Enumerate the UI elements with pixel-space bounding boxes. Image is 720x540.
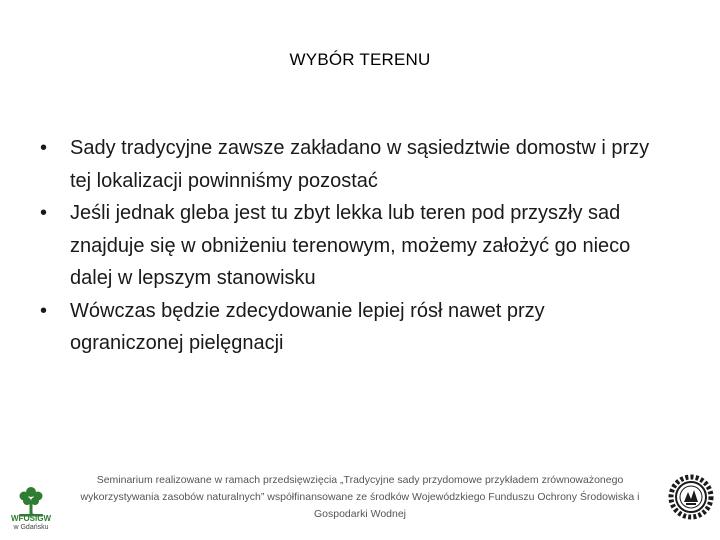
bullet-text: Sady tradycyjne zawsze zakładano w sąsiedztwie domostw i przy tej lokalizacji powinniśmy pozostać bbox=[70, 137, 650, 192]
bullet-text: Wówczas będzie zdecydowanie lepiej rósł nawet przy ograniczonej pielęgnacji bbox=[70, 299, 545, 354]
bullet-text: Jeśli jednak gleba jest tu zbyt lekka lub teren pod przyszły sad znajduje się w obniżeniu terenowym, możemy założyć go nieco dalej w lepszym stanowisku bbox=[70, 202, 631, 289]
logo-left-subtext: w Gdańsku bbox=[13, 524, 49, 531]
list-item bbox=[40, 197, 660, 295]
list-item bbox=[40, 132, 660, 197]
bullet-marker: • bbox=[40, 202, 48, 224]
footer-note bbox=[62, 472, 658, 523]
slide-title: WYBÓR TERENU bbox=[289, 50, 431, 69]
footer-line: Seminarium realizowane w ramach przedsięwzięcia „Tradycyjne sady przydomowe przykładem zrównoważonego bbox=[96, 474, 624, 486]
list-item bbox=[40, 295, 660, 360]
logo-left-name: WFOŚiGW bbox=[11, 514, 51, 523]
footer-line: wykorzystywania zasobów naturalnych” współfinansowane ze środków Wojewódzkiego Funduszu Ochrony Środowiska i bbox=[80, 491, 640, 503]
gear-emblem-icon bbox=[666, 472, 716, 522]
footer-line: Gospodarki Wodnej bbox=[313, 508, 407, 520]
bullet-marker: • bbox=[40, 299, 48, 322]
bullet-marker: • bbox=[40, 137, 48, 159]
bullet-list bbox=[40, 132, 660, 360]
